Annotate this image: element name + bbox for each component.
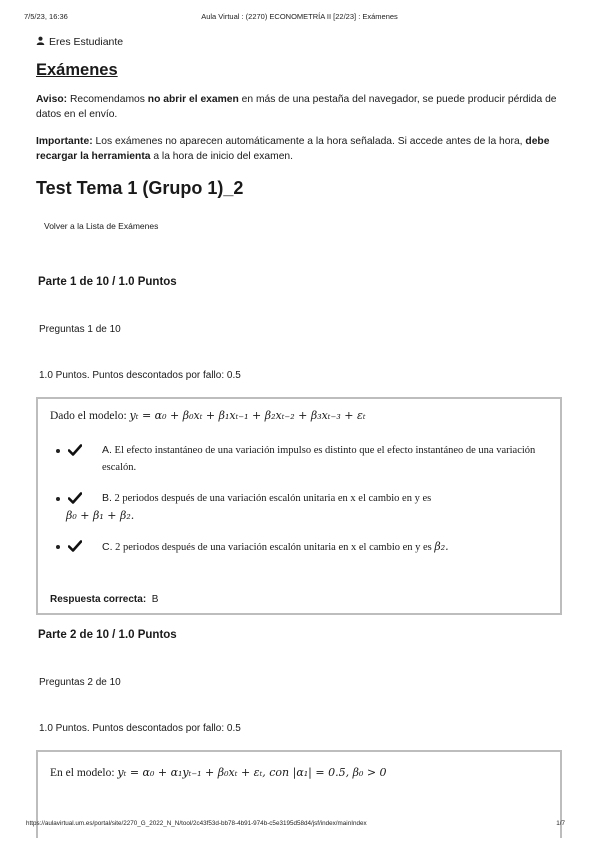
importante-bold: debe recargar la herramienta xyxy=(36,136,550,162)
test-title: Test Tema 1 (Grupo 1)_2 xyxy=(36,178,244,198)
aviso-bold: no abrir el examen xyxy=(147,94,239,105)
option-text: El efecto instantáneo de una variación impulso es distinto que el efecto instantáneo de una variación escalón. xyxy=(102,445,536,473)
bullet-icon xyxy=(56,449,60,453)
aviso-text: Recomendamos xyxy=(67,94,148,105)
aviso-notice xyxy=(36,92,562,122)
section-title: Exámenes xyxy=(36,61,118,79)
part-title: Parte 1 de 10 / 1.0 Puntos xyxy=(38,276,177,288)
question-box xyxy=(36,397,562,615)
role-indicator xyxy=(36,36,562,48)
question-formula: yₜ = α₀ + α₁yₜ₋₁ + β₀xₜ + εₜ, con |α₁| = 0.5, β₀ > 0 xyxy=(117,766,387,779)
back-to-list-link[interactable]: Volver a la Lista de Exámenes xyxy=(44,221,159,231)
bullet-icon xyxy=(56,545,60,549)
print-header xyxy=(0,10,599,24)
bullet-icon xyxy=(56,497,60,501)
question-text xyxy=(50,766,548,779)
check-icon xyxy=(68,444,82,456)
question-prefix: En el modelo: xyxy=(50,767,118,779)
question-formula: yₜ = α₀ + β₀xₜ + β₁xₜ₋₁ + β₂xₜ₋₂ + β₃xₜ₋₃ + εₜ xyxy=(129,409,366,422)
importante-text: Los exámenes no aparecen automáticamente a la hora señalada. Si accede antes de la hora, xyxy=(92,136,526,147)
answer-value: B xyxy=(151,594,159,605)
part-title: Parte 2 de 10 / 1.0 Puntos xyxy=(38,629,177,641)
importante-notice xyxy=(36,134,562,164)
option-label: C. xyxy=(102,541,113,553)
points-info: 1.0 Puntos. Puntos descontados por fallo: 0.5 xyxy=(39,723,241,734)
option-b xyxy=(50,490,548,524)
print-url: https://aulavirtual.um.es/portal/site/2270_G_2022_N_N/tool/2c43f53d-bb78-4b91-974b-c5e3195d58d4/jsf/index/mainIndex xyxy=(26,820,367,827)
user-icon xyxy=(36,36,45,48)
check-icon xyxy=(68,492,82,504)
print-title: Aula Virtual : (2270) ECONOMETRÍA II [22/23] : Exámenes xyxy=(201,12,398,21)
questions-count: Preguntas 2 de 10 xyxy=(39,677,121,688)
option-list xyxy=(50,442,548,556)
questions-count: Preguntas 1 de 10 xyxy=(39,324,121,335)
print-date: 7/5/23, 16:36 xyxy=(24,12,68,21)
question-prefix: Dado el modelo: xyxy=(50,410,130,422)
aviso-text-end: en más de una pestaña del navegador, se puede producir pérdida de datos en el envío. xyxy=(36,94,557,120)
correct-answer xyxy=(50,594,548,605)
option-label: B. xyxy=(102,492,112,504)
points-info: 1.0 Puntos. Puntos descontados por fallo: 0.5 xyxy=(39,370,241,381)
main-content xyxy=(36,36,562,838)
option-text: 2 periodos después de una variación escalón unitaria en x el cambio en y es xyxy=(111,493,432,504)
option-formula: β₀ + β₁ + β₂. xyxy=(66,509,135,522)
option-formula: β₂. xyxy=(434,540,449,553)
print-footer xyxy=(0,820,599,832)
option-c xyxy=(50,538,548,556)
importante-label: Importante: xyxy=(36,136,93,147)
option-a xyxy=(50,442,548,476)
importante-text-end: a la hora de inicio del examen. xyxy=(150,151,294,162)
role-label: Eres Estudiante xyxy=(49,36,124,48)
option-text: 2 periodos después de una variación escalón unitaria en x el cambio en y es xyxy=(112,542,435,553)
answer-label: Respuesta correcta: xyxy=(50,594,147,605)
aviso-label: Aviso: xyxy=(36,94,68,105)
option-label: A. xyxy=(102,444,112,456)
question-text xyxy=(50,409,548,422)
page-number: 1/7 xyxy=(556,820,565,827)
check-icon xyxy=(68,540,82,552)
